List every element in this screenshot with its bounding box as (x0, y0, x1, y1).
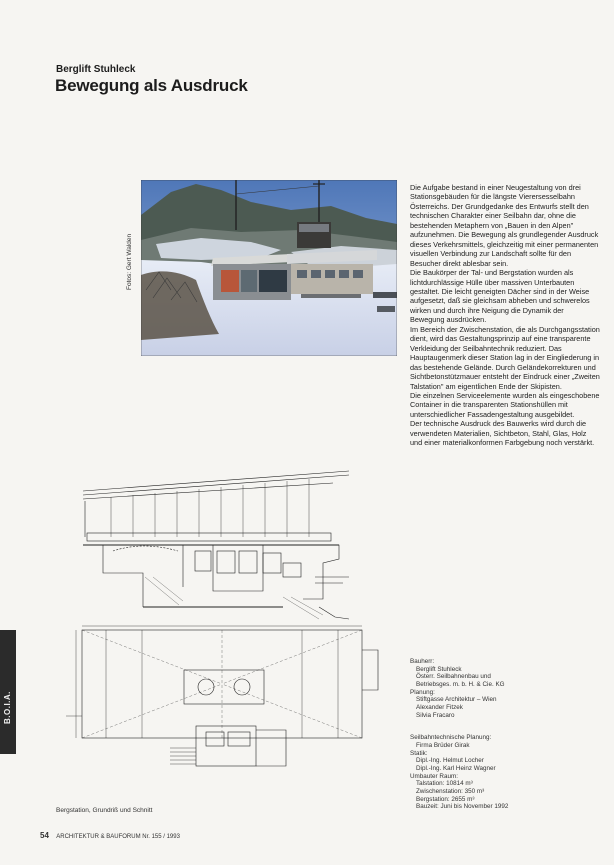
article-body (410, 183, 600, 448)
body-paragraph: Die einzelnen Serviceelemente wurden als eingeschobene Container in die transparenten Stationshüllen mit unterschiedlicher Fassadengestaltung ausgebildet. (410, 390, 600, 419)
credit-spacer (410, 719, 600, 727)
credit-spacer (410, 727, 600, 735)
body-paragraph: Die Aufgabe bestand in einer Neugestaltung von drei Stationsgebäuden für die längste Vierersesselbahn Österreichs. Der Grundgedanke des Entwurfs stellt den technischen Charakter einer Seilbahn dar, ohne die bestehenden Metaphern von „Bauen in den Alpen" aufzunehmen. Die Bewegung als grundlegender Ausdruck dieses Verkehrsmittels, gleichzeitig mit einer permanenten visuellen Verbindung zur Landschaft sollte für den Besucher direkt ablesbar sein. (410, 183, 599, 268)
credit-row: Umbauter Raum: Talstation: 10814 m³ Zwischenstation: 350 m³ Bergstation: 2655 m³ (410, 772, 485, 803)
page-footer (40, 831, 180, 840)
publication-name: ARCHITEKTUR & BAUFORUM Nr. 155 / 1993 (56, 834, 180, 840)
project-credits (410, 658, 600, 811)
section-tab-label: B.O.I.A. (3, 691, 12, 724)
section-tab (0, 630, 16, 754)
credit-row: Bauherr: Berglift Stuhleck Österr. Seilbahnenbau und Betriebsges. m. b. H. & Cie. KG (410, 658, 505, 688)
credit-row: Bauzeit: Juni bis November 1992 (416, 803, 509, 811)
drawing-caption: Bergstation, Grundriß und Schnitt (56, 807, 153, 814)
page-number: 54 (40, 831, 49, 840)
body-paragraph: Die Baukörper der Tal- und Bergstation wurden als lichtdurchlässige Hülle über massiven Unterbauten gestaltet. Die leicht geneigten Dächer sind in der Weise aufgesetzt, daß sie gleichsam abheben und schwerelos wirken und durch ihre Neigung die Dynamik der Bewegung ausdrücken. (410, 268, 590, 325)
credit-row: Seilbahntechnische Planung: Firma Brüder Girak (410, 734, 492, 750)
credit-row: Statik: Dipl.-Ing. Helmut Locher Dipl.-Ing. Karl Heinz Wagner (410, 749, 496, 773)
body-paragraph: Im Bereich der Zwischenstation, die als Durchgangsstation dient, wird das Gestaltungsprinzip auf eine transparente Verkleidung der Seilbahntechnik reduziert. Das Hauptaugenmerk dieser Station lag in der Eingliederung in das bestehende Gelände. Durch Geländekorrekturen und Sichtbetonstützmauer entsteht der Eindruck einer „Zweiten Talstation" am eigentlichen Ende der Skipisten. (410, 324, 600, 391)
station-photo (141, 180, 397, 356)
article-title: Bewegung als Ausdruck (55, 76, 248, 95)
body-paragraph: Der technische Ausdruck des Bauwerks wird durch die verwendeten Materialien, Sichtbeton, Stahl, Glas, Holz und einer materialkonformen Farbgebung noch verstärkt. (410, 419, 595, 448)
photo-credit: Fotos: Gert Walden (126, 233, 133, 290)
article-kicker: Berglift Stuhleck (56, 64, 136, 75)
credit-row: Planung: Stiftgasse Architektur – Wien Alexander Fitzek Silvia Fracaro (410, 688, 497, 719)
floorplan-drawing (66, 620, 398, 772)
section-drawing (83, 467, 351, 622)
